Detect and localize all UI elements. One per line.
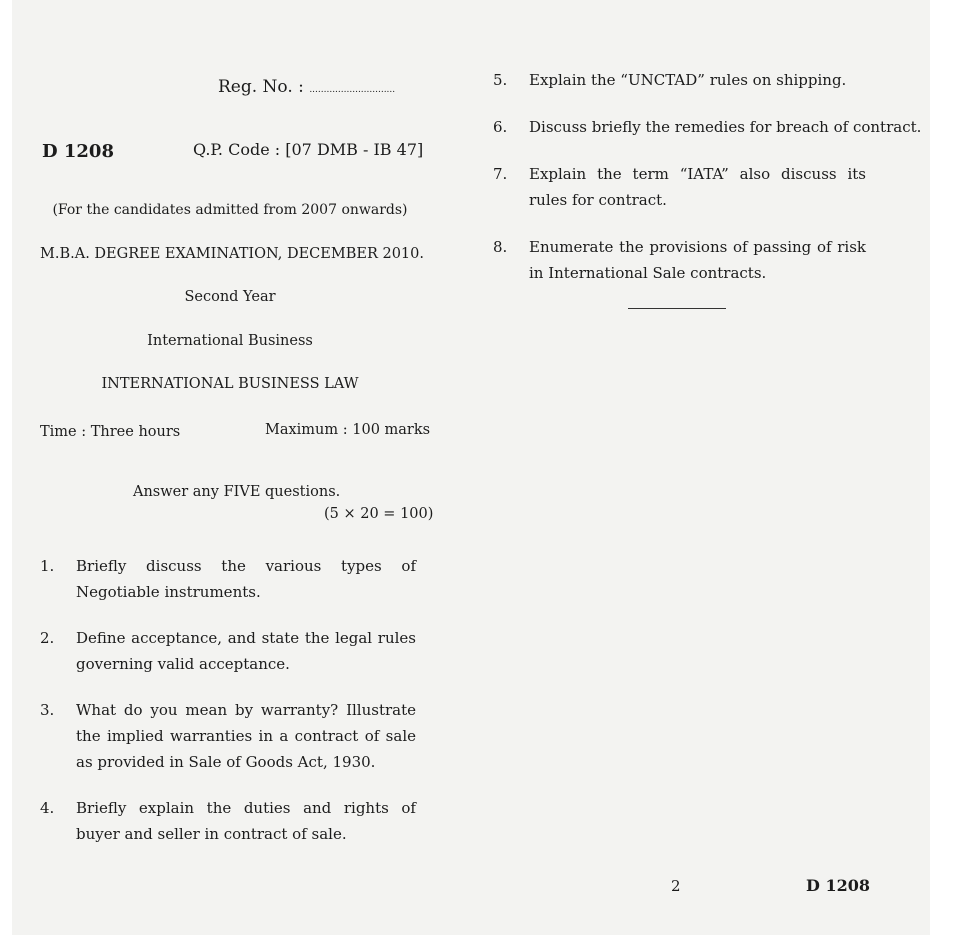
question-text: Explain the term “IATA” also discuss its rules for contract. [529,165,866,209]
reg-no-dots: .............................. [309,85,396,95]
question-number: 5. [493,71,508,89]
reg-no-label: Reg. No. : [218,77,310,97]
question-text: Define acceptance, and state the legal rules governing valid acceptance. [76,629,416,673]
year-label: Second Year [184,289,276,305]
question-number: 4. [40,799,55,817]
end-rule [628,308,726,309]
question-number: 1. [40,557,55,575]
question-number: 7. [493,165,508,183]
question-number: 6. [493,118,508,136]
question-text: Explain the “UNCTAD” rules on shipping. [529,71,847,89]
question-number: 2. [40,629,55,647]
max-marks-label: Maximum : 100 marks [265,422,431,438]
question-number: 8. [493,238,508,256]
subject-title: INTERNATIONAL BUSINESS LAW [101,376,359,392]
instruction: Answer any FIVE questions. [133,484,341,500]
specialisation-label: International Business [147,333,313,349]
question-number: 3. [40,701,55,719]
qp-code: Q.P. Code : [07 DMB - IB 47] [193,140,424,159]
page-number: 2 [671,877,681,895]
marks-scheme: (5 × 20 = 100) [324,506,434,522]
time-label: Time : Three hours [40,424,181,440]
question-text: Enumerate the provisions of passing of risk in International Sale contracts. [529,238,866,282]
admission-note: (For the candidates admitted from 2007 onwards) [52,202,408,218]
paper-code: D 1208 [42,141,114,162]
question-text: Discuss briefly the remedies for breach of contract. [529,118,922,136]
exam-title: M.B.A. DEGREE EXAMINATION, DECEMBER 2010. [40,246,424,262]
footer-code: D 1208 [806,876,870,895]
question-text: Briefly explain the duties and rights of buyer and seller in contract of sale. [76,799,416,843]
question-text: Briefly discuss the various types of Negotiable instruments. [76,557,416,601]
question-text: What do you mean by warranty? Illustrate the implied warranties in a contract of sale as provided in Sale of Goods Act, 1930. [76,701,416,771]
reg-no-field [218,76,395,98]
